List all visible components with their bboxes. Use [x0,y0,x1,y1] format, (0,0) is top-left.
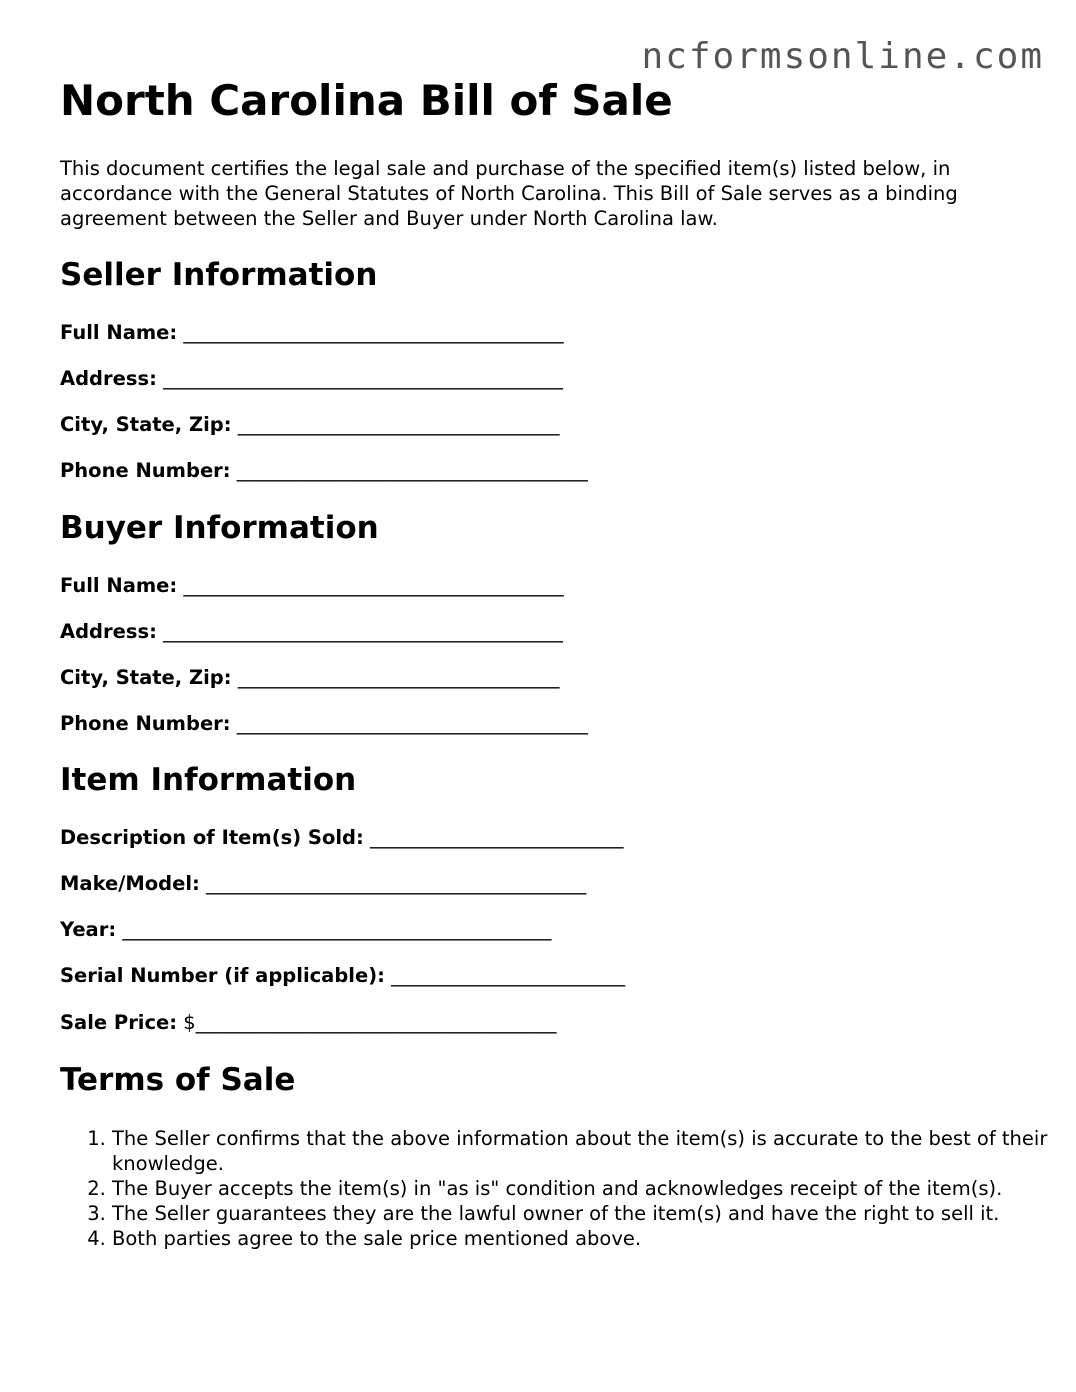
seller-phone-field[interactable] [60,458,588,484]
item-serial-field[interactable] [60,963,625,989]
buyer-address-field[interactable] [60,619,563,645]
seller-address-label: Address: [60,367,157,390]
terms-item: 2. The Buyer accepts the item(s) in "as is" condition and acknowledges receipt of the item(s). [112,1176,1072,1201]
buyer-city-state-zip-field[interactable] [60,665,560,691]
buyer-phone-blank[interactable]: ____________________________________ [236,712,588,735]
seller-full-name-field[interactable] [60,320,564,346]
terms-list [60,1126,1072,1251]
item-description-blank[interactable]: __________________________ [370,826,624,849]
buyer-full-name-blank[interactable]: _______________________________________ [183,574,564,597]
seller-address-field[interactable] [60,366,563,392]
item-serial-blank[interactable]: ________________________ [391,964,626,987]
terms-item: 4. Both parties agree to the sale price mentioned above. [112,1226,1072,1251]
seller-city-state-zip-blank[interactable]: _________________________________ [237,413,560,436]
watermark: ncformsonline.com [641,36,1044,77]
item-make-model-label: Make/Model: [60,872,200,895]
seller-phone-label: Phone Number: [60,459,231,482]
item-make-model-blank[interactable]: _______________________________________ [206,872,587,895]
buyer-full-name-label: Full Name: [60,574,178,597]
buyer-phone-field[interactable] [60,711,588,737]
terms-item: 1. The Seller confirms that the above information about the item(s) is accurate to the best of their knowledge. [112,1126,1072,1176]
seller-address-blank[interactable]: _________________________________________ [163,367,563,390]
item-description-field[interactable] [60,825,624,851]
item-make-model-field[interactable] [60,871,586,897]
buyer-full-name-field[interactable] [60,573,564,599]
seller-city-state-zip-label: City, State, Zip: [60,413,232,436]
buyer-phone-label: Phone Number: [60,712,231,735]
buyer-city-state-zip-label: City, State, Zip: [60,666,232,689]
seller-city-state-zip-field[interactable] [60,412,560,438]
buyer-address-blank[interactable]: _________________________________________ [163,620,563,643]
intro-paragraph: This document certifies the legal sale and purchase of the specified item(s) listed below, in accordance with the General Statutes of North Carolina. This Bill of Sale serves as a binding agreement between the Seller and Buyer under North Carolina law. [60,157,958,230]
item-year-field[interactable] [60,917,551,943]
item-price-label: Sale Price: [60,1011,178,1034]
page-title: North Carolina Bill of Sale [60,76,673,125]
seller-phone-blank[interactable]: ____________________________________ [236,459,588,482]
terms-item: 3. The Seller guarantees they are the lawful owner of the item(s) and have the right to sell it. [112,1201,1072,1226]
item-price-field[interactable] [60,1010,556,1036]
seller-heading: Seller Information [60,257,378,293]
item-serial-label: Serial Number (if applicable): [60,964,385,987]
item-year-blank[interactable]: ____________________________________________ [122,918,552,941]
terms-heading: Terms of Sale [60,1062,296,1098]
item-year-label: Year: [60,918,117,941]
item-description-label: Description of Item(s) Sold: [60,826,364,849]
seller-full-name-blank[interactable]: _______________________________________ [183,321,564,344]
buyer-city-state-zip-blank[interactable]: _________________________________ [237,666,560,689]
buyer-heading: Buyer Information [60,510,379,546]
item-heading: Item Information [60,762,357,798]
item-price-blank[interactable]: $_____________________________________ [183,1011,557,1034]
seller-full-name-label: Full Name: [60,321,178,344]
buyer-address-label: Address: [60,620,157,643]
